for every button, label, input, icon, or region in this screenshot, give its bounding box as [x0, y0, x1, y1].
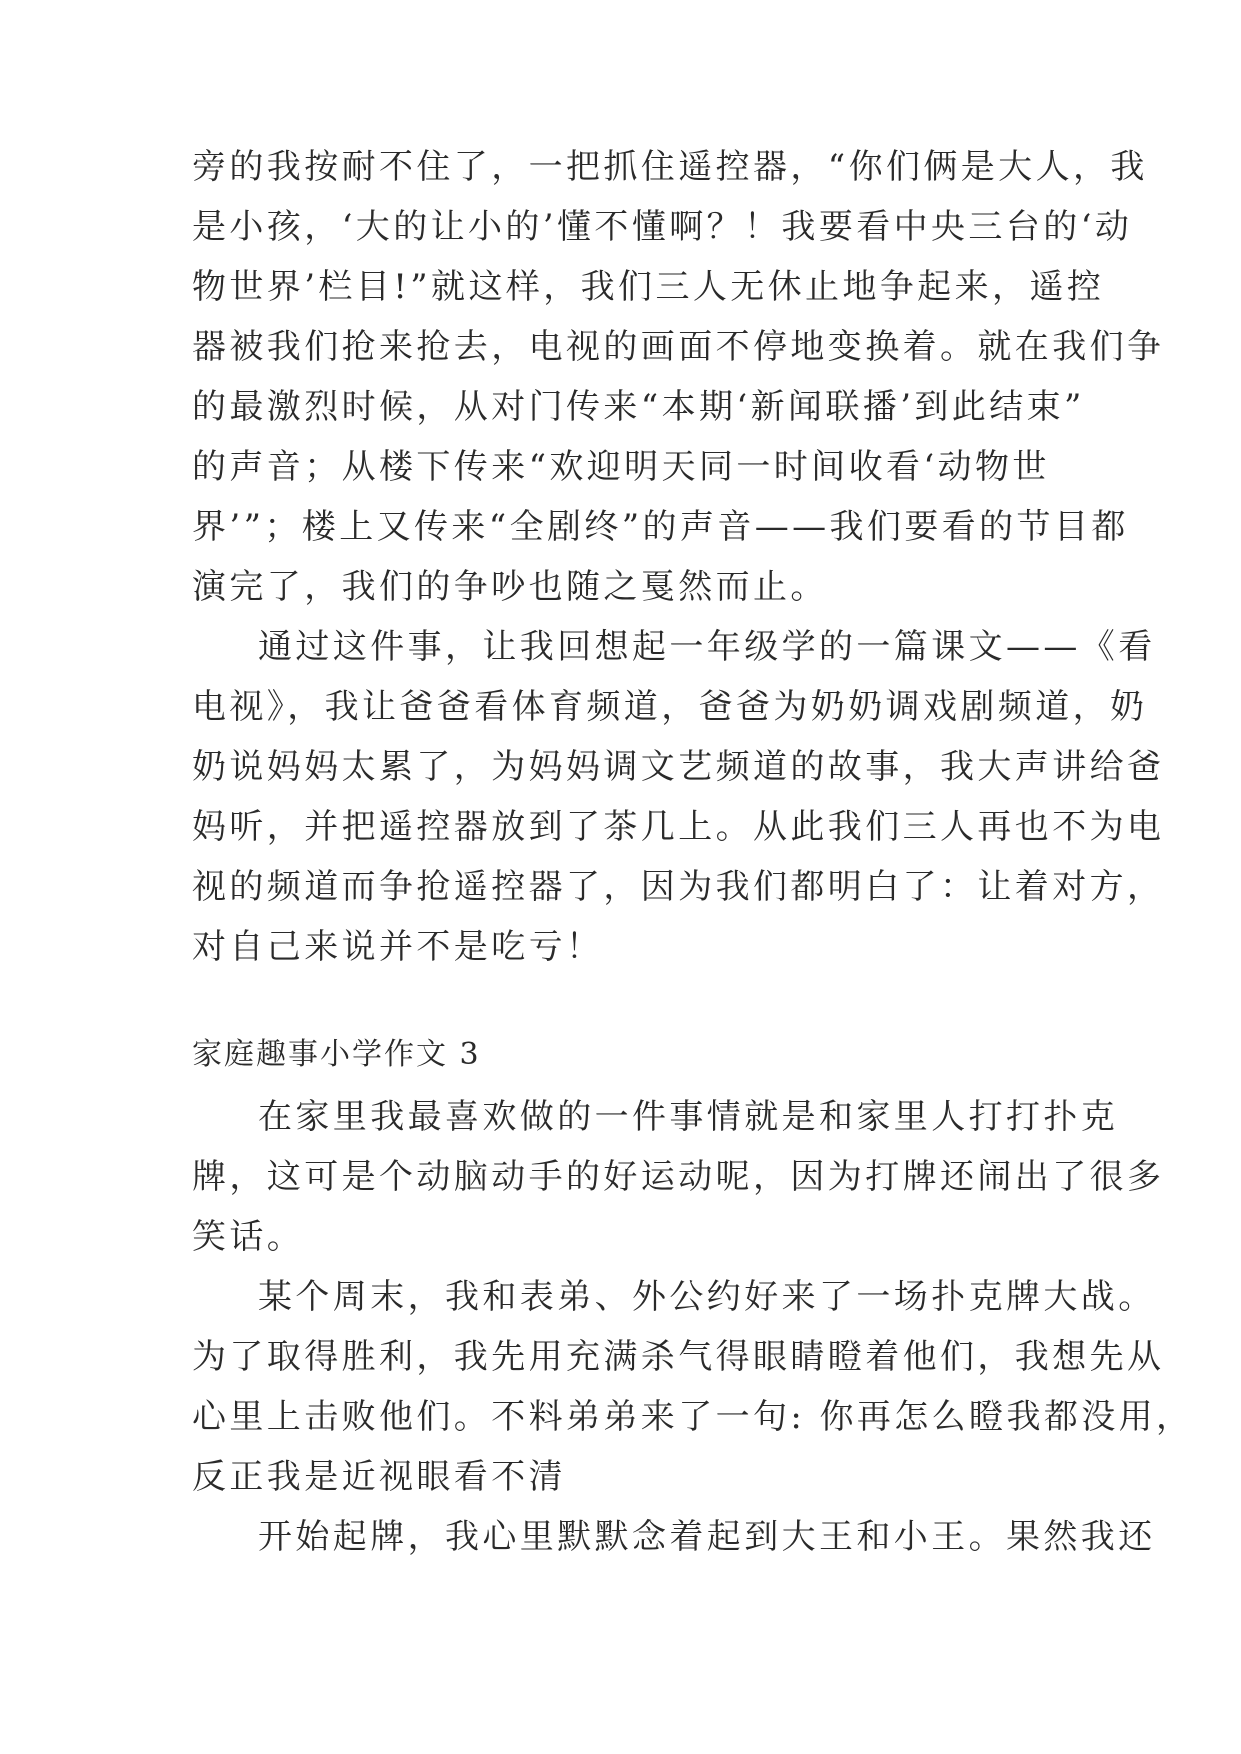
paragraph-line: 视的频道而争抢遥控器了，因为我们都明白了：让着对方，: [192, 867, 1165, 907]
paragraph-line: 器被我们抢来抢去，电视的画面不停地变换着。就在我们争: [192, 327, 1165, 367]
paragraph-line: 反正我是近视眼看不清: [192, 1457, 566, 1497]
paragraph-line: 是小孩，‘大的让小的’懂不懂啊？！我要看中央三台的‘动: [192, 207, 1133, 247]
paragraph-line: 旁的我按耐不住了，一把抓住遥控器，“你们俩是大人，我: [192, 147, 1148, 187]
paragraph-line: 物世界’栏目!”就这样，我们三人无休止地争起来，遥控: [192, 267, 1105, 307]
paragraph-line: 在家里我最喜欢做的一件事情就是和家里人打打扑克: [258, 1097, 1119, 1137]
paragraph-line: 电视》，我让爸爸看体育频道，爸爸为奶奶调戏剧频道，奶: [192, 687, 1148, 727]
paragraph-line: 对自己来说并不是吃亏！: [192, 927, 604, 967]
paragraph-line: 开始起牌，我心里默默念着起到大王和小王。果然我还: [258, 1517, 1156, 1557]
section-title: 家庭趣事小学作文 3: [192, 1037, 481, 1072]
paragraph-line: 心里上击败他们。不料弟弟来了一句: 你再怎么瞪我都没用，: [192, 1397, 1194, 1437]
paragraph-line: 某个周末，我和表弟、外公约好来了一场扑克牌大战。: [258, 1277, 1156, 1317]
paragraph-line: 界’”；楼上又传来“全剧终”的声音——我们要看的节目都: [192, 507, 1129, 547]
paragraph-line: 奶说妈妈太累了，为妈妈调文艺频道的故事，我大声讲给爸: [192, 747, 1165, 787]
paragraph-line: 的声音；从楼下传来“欢迎明天同一时间收看‘动物世: [192, 447, 1050, 487]
paragraph-line: 演完了，我们的争吵也随之戛然而止。: [192, 567, 828, 607]
paragraph-line: 为了取得胜利，我先用充满杀气得眼睛瞪着他们，我想先从: [192, 1337, 1165, 1377]
paragraph-line: 笑话。: [192, 1217, 305, 1257]
paragraph-line: 牌，这可是个动脑动手的好运动呢，因为打牌还闹出了很多: [192, 1157, 1165, 1197]
paragraph-line: 妈听，并把遥控器放到了茶几上。从此我们三人再也不为电: [192, 807, 1165, 847]
paragraph-line: 的最激烈时候，从对门传来“本期‘新闻联播’到此结束”: [192, 387, 1085, 427]
paragraph-line: 通过这件事，让我回想起一年级学的一篇课文——《看: [258, 627, 1156, 667]
